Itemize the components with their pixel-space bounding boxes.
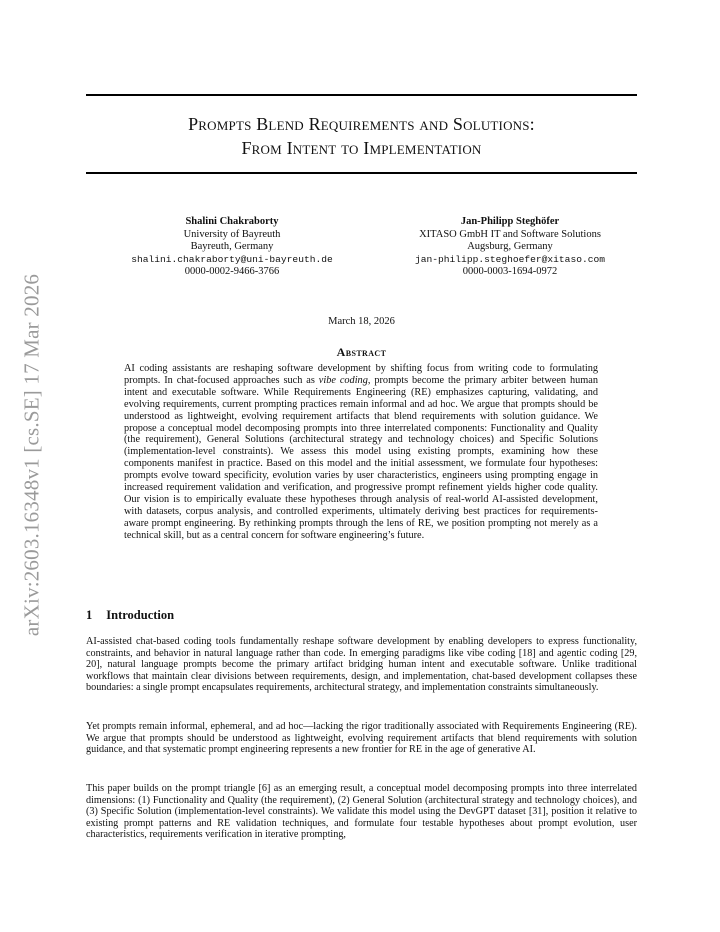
- author-affiliation: University of Bayreuth: [183, 228, 281, 240]
- author-block-2: [385, 216, 635, 279]
- author-email: shalini.chakraborty@uni-bayreuth.de: [131, 253, 333, 265]
- body-paragraph-3: This paper builds on the prompt triangle [6] as an emerging result, a conceptual model decomposing prompts into three interrelated dimensions: (1) Functionality and Quality (the requirement), (2) General Solution (architectural strategy and technology choices), and (3) Specific Solution (implementation-level constraints). We validate this model using the DevGPT dataset [31], position it relative to existing prompt patterns and RE validation techniques, and formulate four testable hypotheses about prompt evolution, user characteristics, requirements verification in iterative prompting,: [86, 783, 637, 840]
- abstract-text: [124, 363, 598, 542]
- title-bottom-rule: [86, 172, 637, 174]
- section-heading: [86, 608, 174, 623]
- abstract-emphasis: vibe coding: [318, 374, 368, 386]
- abstract-heading: Abstract: [336, 345, 387, 359]
- paper-title-line-2: From Intent to Implementation: [241, 138, 482, 158]
- body-paragraph-1: AI-assisted chat-based coding tools fundamentally reshape software development by enabling developers to express functionality, constraints, and behavior in natural language rather than code. In emerging paradigms like vibe coding [18] and agentic coding [29, 20], natural language prompts become the primary artifact bridging human intent and executable software. Unlike traditional workflows that maintain clear divisions between requirements, design, and implementation, chat-based development collapses these boundaries: a single prompt encapsulates requirements, architectural strategy, and implementation constraints simultaneously.: [86, 636, 637, 693]
- author-affiliation: XITASO GmbH IT and Software Solutions: [419, 228, 601, 240]
- author-orcid: 0000-0003-1694-0972: [462, 266, 558, 277]
- paper-title-line-1: Prompts Blend Requirements and Solutions:: [188, 114, 535, 134]
- paper-title: [86, 112, 637, 160]
- section-number: 1: [86, 608, 93, 622]
- author-email: jan-philipp.steghoefer@xitaso.com: [415, 253, 605, 265]
- section-title: Introduction: [106, 608, 175, 622]
- author-location: Augsburg, Germany: [467, 241, 553, 252]
- author-block-1: [107, 216, 357, 279]
- publication-date: March 18, 2026: [328, 316, 395, 327]
- title-top-rule: [86, 94, 637, 96]
- author-location: Bayreuth, Germany: [190, 241, 274, 252]
- author-orcid: 0000-0002-9466-3766: [184, 266, 280, 277]
- arxiv-identifier-text: arXiv:2603.16348v1 [cs.SE] 17 Mar 2026: [19, 273, 44, 637]
- body-paragraph-2: Yet prompts remain informal, ephemeral, and ad hoc—lacking the rigor traditionally associated with Requirements Engineering (RE). We argue that prompts should be understood as lightweight, evolving requirement artifacts that blend requirements with solution guidance, and that systematic prompt engineering represents a new frontier for RE in the age of generative AI.: [86, 721, 637, 755]
- author-name: Jan-Philipp Steghöfer: [460, 216, 560, 227]
- abstract-text-part-1: AI coding assistants are reshaping software development by shifting focus from writing code to formulating prompts. In chat-focused approaches such as: [124, 363, 598, 386]
- author-name: Shalini Chakraborty: [185, 216, 279, 227]
- abstract-text-part-2: , prompts become the primary arbiter between human intent and executable software. While Requirements Engineering (RE) emphasizes capturing, validating, and evolving requirements, current prompting practices remain informal and ad hoc. We argue that prompts should be understood as lightweight, evolving requirement artifacts that blend requirements with solution guidance. We propose a conceptual model decomposing prompts into three interrelated components: Functionality and Quality (the requirement), General Solutions (architectural strategy and technology choices) and Specific Solutions (implementation-level constraints). We assess this model using existing prompts, examining how these components manifest in practice. Based on this model and the initial assessment, we formulate four hypotheses: prompts evolve toward specificity, evolution varies by user characteristics, engineers using prompting engage in increased requirement validation and verification, and progressive prompt refinement yields higher code quality. Our vision is to empirically evaluate these hypotheses through analysis of real-world AI-assisted development, with datasets, corpus analysis, and controlled experiments, ultimately deriving best practices for requirements-aware prompt engineering. By rethinking prompts through the lens of RE, we position prompting not merely as a technical skill, but as a central concern for software engineering’s future.: [124, 374, 598, 541]
